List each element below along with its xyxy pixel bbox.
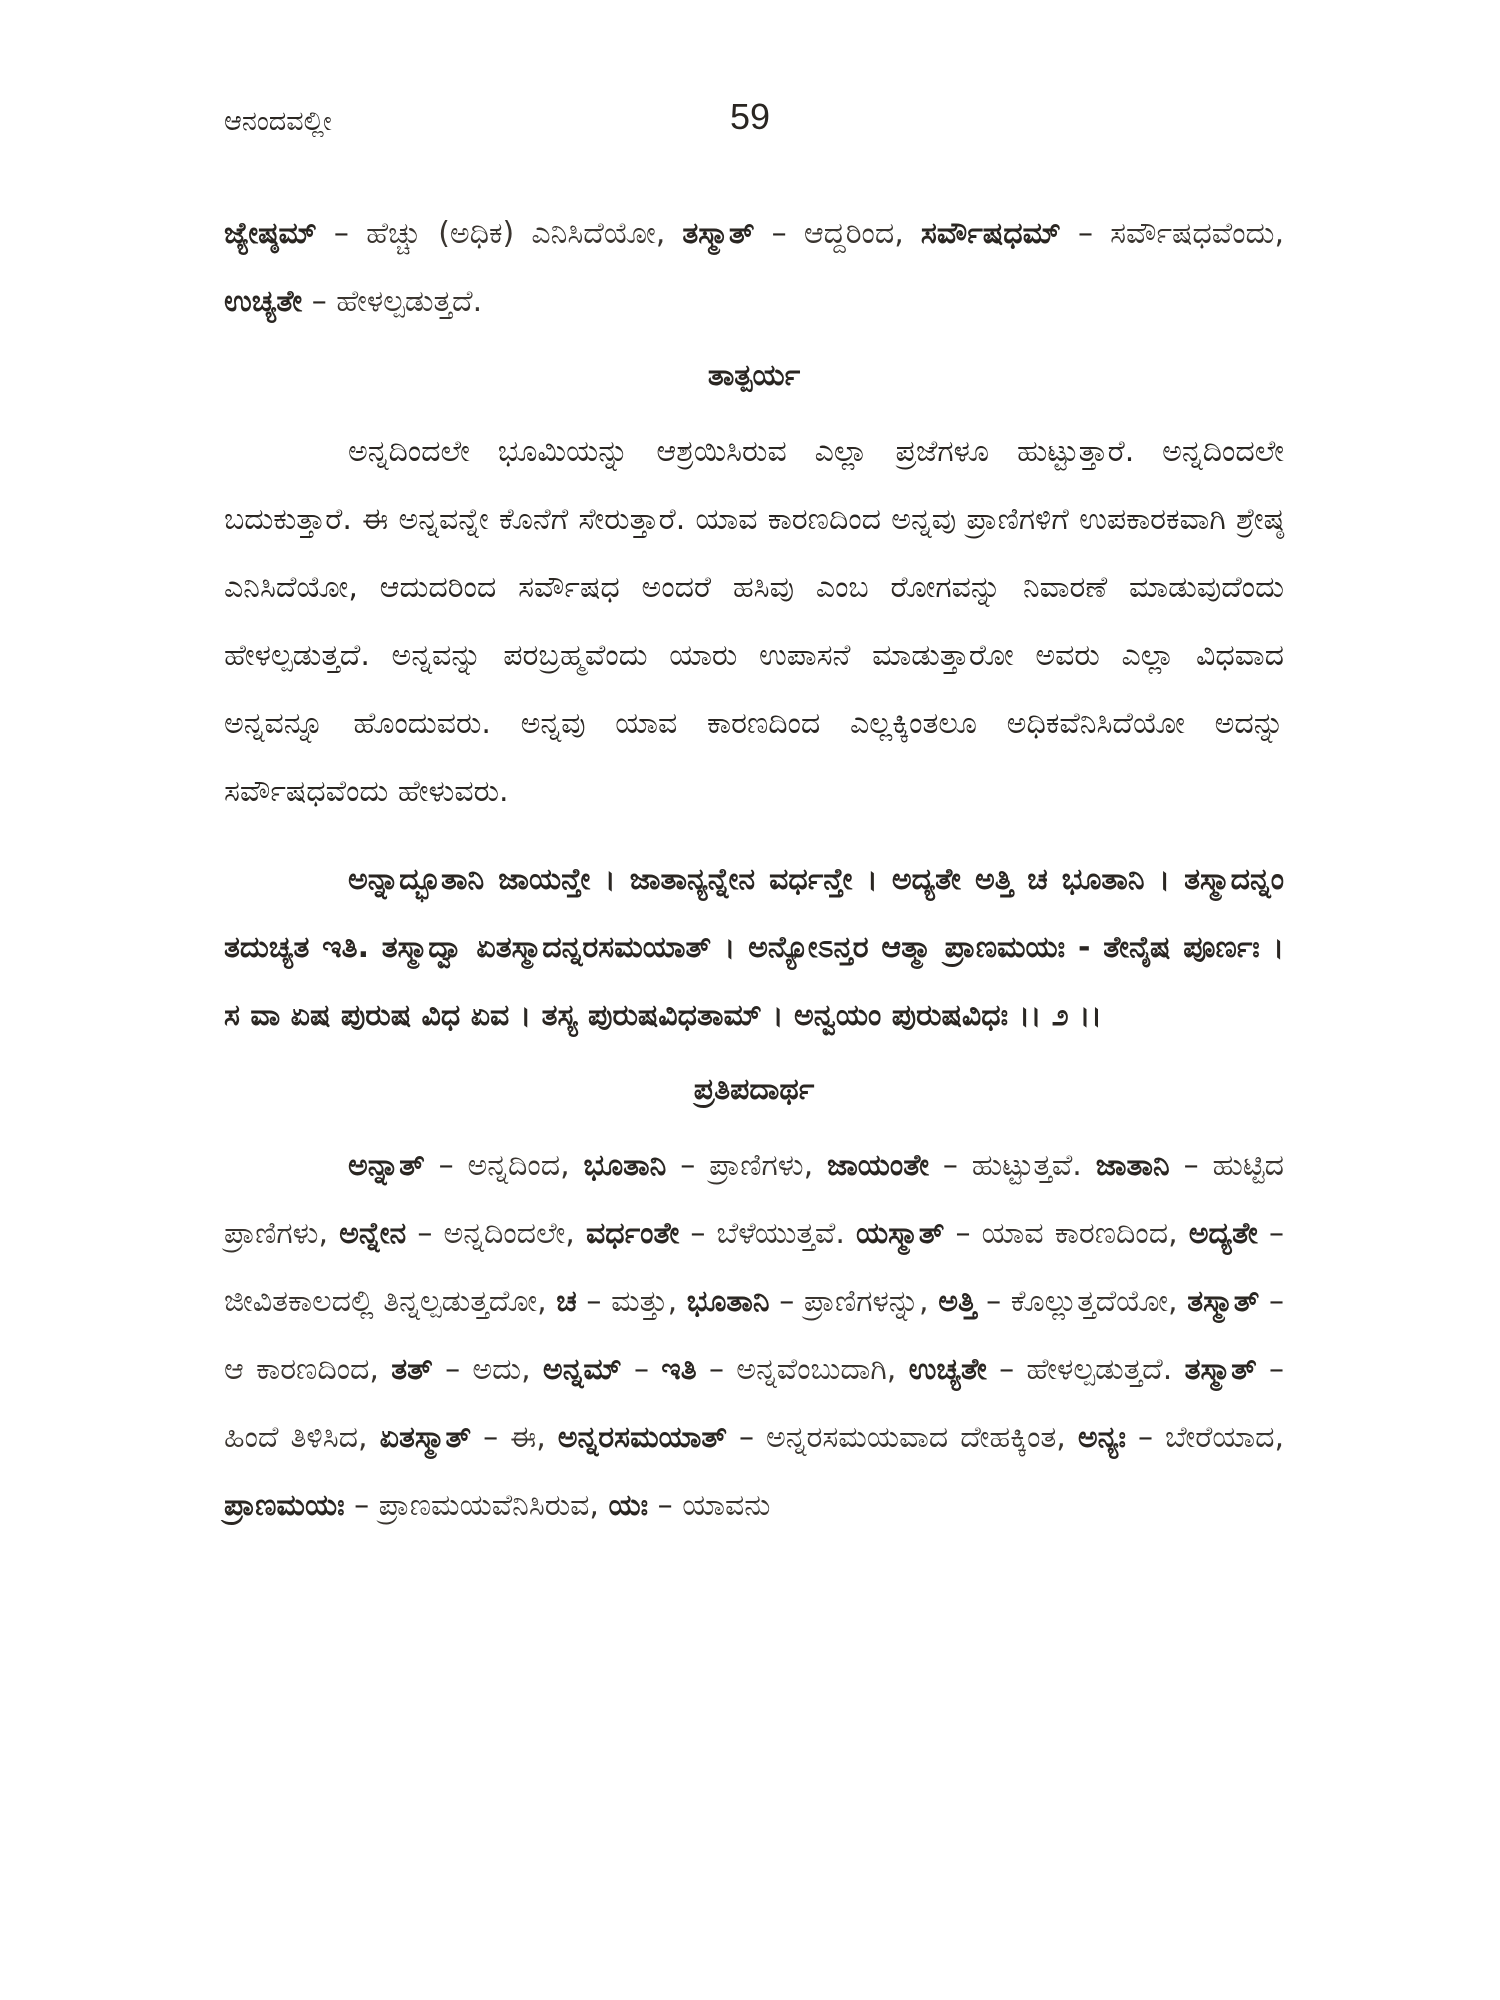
gloss-meaning: ಪ್ರಾಣಿಗಳನ್ನು, [803, 1284, 929, 1319]
gloss-meaning: ಯಾವನು [682, 1488, 771, 1523]
gloss-meaning: ಆದ್ದರಿಂದ, [803, 216, 904, 251]
gloss-term: ಯಃ [608, 1488, 649, 1523]
gloss-term: ಚ [556, 1284, 577, 1319]
gloss-term: ಭೂತಾನಿ [686, 1284, 770, 1319]
gloss-meaning: ಅನ್ನದಿಂದಲೇ, [443, 1216, 575, 1251]
gloss-term: ಅನ್ನಮ್ [542, 1352, 622, 1387]
gloss-term: ತತ್ [391, 1352, 433, 1387]
gloss-term: ಉಚ್ಯತೇ [224, 284, 303, 319]
gloss-meaning: ಯಾವ ಕಾರಣದಿಂದ, [981, 1216, 1178, 1251]
gloss-meaning: ಬೇರೆಯಾದ, [1164, 1420, 1285, 1455]
gloss-meaning: ಹಿಂದೆ ತಿಳಿಸಿದ, [224, 1420, 368, 1455]
gloss-meaning: ಹುಟ್ಟುತ್ತವೆ. [971, 1148, 1082, 1183]
gloss-term: ತಸ್ಮಾತ್ [682, 216, 755, 251]
gloss-meaning: ಅನ್ನದಿಂದ, [467, 1148, 570, 1183]
gloss-term: ವರ್ಧಂತೇ [586, 1216, 680, 1251]
intro-paragraph: ಜ್ಯೇಷ್ಠಮ್ – ಹೆಚ್ಚು (ಅಧಿಕ) ಎನಿಸಿದೆಯೋ, ತಸ್ಮಾತ್ – ಆದ್ದರಿಂದ, ಸರ್ವೌಷಧಮ್ – ಸರ್ವೌಷಧವೆಂದು, ಉಚ್ಯತೇ – ಹೇಳಲ್ಪಡುತ್ತದೆ. [224, 216, 1285, 319]
gloss-term: ಯಸ್ಮಾತ್ [856, 1216, 945, 1251]
tatparya-heading: ತಾತ್ಪರ್ಯ [707, 358, 801, 393]
gloss-term: ಅನ್ಯಃ [1077, 1420, 1126, 1455]
pratipadartha-paragraph: ಅನ್ನಾತ್ – ಅನ್ನದಿಂದ, ಭೂತಾನಿ – ಪ್ರಾಣಿಗಳು, ಜಾಯಂತೇ – ಹುಟ್ಟುತ್ತವೆ. ಜಾತಾನಿ – ಹುಟ್ಟಿದ ಪ್ರಾಣಿಗಳು, ಅನ್ನೇನ – ಅನ್ನದಿಂದಲೇ, ವರ್ಧಂತೇ – ಬೆಳೆಯುತ್ತವೆ. ಯಸ್ಮಾತ್ – ಯಾವ ಕಾರಣದಿಂದ, ಅದ್ಯತೇ – ಜೀವಿತಕಾಲದಲ್ಲಿ ತಿನ್ನಲ್ಪಡುತ್ತದೋ, ಚ – ಮತ್ತು, ಭೂತಾನಿ – ಪ್ರಾಣಿಗಳನ್ನು, ಅತ್ತಿ – ಕೊಲ್ಲುತ್ತದೆಯೋ, ತಸ್ಮಾತ್ – ಆ ಕಾರಣದಿಂದ, ತತ್ – ಅದು, ಅನ್ನಮ್ – ಇತಿ – ಅನ್ನವೆಂಬುದಾಗಿ, ಉಚ್ಯತೇ – ಹೇಳಲ್ಪಡುತ್ತದೆ. ತಸ್ಮಾತ್ – ಹಿಂದೆ ತಿಳಿಸಿದ, ಏತಸ್ಮಾತ್ – ಈ, ಅನ್ನರಸಮಯಾತ್ – ಅನ್ನರಸಮಯವಾದ ದೇಹಕ್ಕಿಂತ, ಅನ್ಯಃ – ಬೇರೆಯಾದ, ಪ್ರಾಣಮಯಃ – ಪ್ರಾಣಮಯವೆನಿಸಿರುವ, ಯಃ – ಯಾವನು [224, 1148, 1285, 1523]
gloss-meaning: ಮತ್ತು, [611, 1284, 678, 1319]
gloss-term: ಅತ್ತಿ [938, 1284, 977, 1319]
gloss-meaning: ಪ್ರಾಣಮಯವೆನಿಸಿರುವ, [378, 1488, 599, 1523]
gloss-term: ಏತಸ್ಮಾತ್ [379, 1420, 472, 1455]
section-gap [224, 826, 1284, 846]
gloss-term: ತಸ್ಮಾತ್ [1184, 1352, 1257, 1387]
gloss-term: ಪ್ರಾಣಮಯಃ [224, 1488, 345, 1523]
gloss-term: ಜಾಯಂತೇ [827, 1148, 929, 1183]
gloss-meaning: ಈ, [510, 1420, 546, 1455]
gloss-meaning: ಹುಟ್ಟಿದ ಪ್ರಾಣಿಗಳು, [224, 1148, 1284, 1251]
gloss-term: ಉಚ್ಯತೇ [908, 1352, 987, 1387]
running-head: ಆನಂದವಲ್ಲೀ [224, 106, 332, 137]
tatparya-paragraph: ಅನ್ನದಿಂದಲೇ ಭೂಮಿಯನ್ನು ಆಶ್ರಯಿಸಿರುವ ಎಲ್ಲಾ ಪ್ರಜೆಗಳೂ ಹುಟ್ಟುತ್ತಾರೆ. ಅನ್ನದಿಂದಲೇ ಬದುಕುತ್ತಾರೆ. ಈ ಅನ್ನವನ್ನೇ ಕೊನೆಗೆ ಸೇರುತ್ತಾರೆ. ಯಾವ ಕಾರಣದಿಂದ ಅನ್ನವು ಪ್ರಾಣಿಗಳಿಗೆ ಉಪಕಾರಕವಾಗಿ ಶ್ರೇಷ್ಠ ಎನಿಸಿದೆಯೋ, ಆದುದರಿಂದ ಸರ್ವೌಷಧ ಅಂದರೆ ಹಸಿವು ಎಂಬ ರೋಗವನ್ನು ನಿವಾರಣೆ ಮಾಡುವುದೆಂದು ಹೇಳಲ್ಪಡುತ್ತದೆ. ಅನ್ನವನ್ನು ಪರಬ್ರಹ್ಮವೆಂದು ಯಾರು ಉಪಾಸನೆ ಮಾಡುತ್ತಾರೋ ಅವರು ಎಲ್ಲಾ ವಿಧವಾದ ಅನ್ನವನ್ನೂ ಹೊಂದುವರು. ಅನ್ನವು ಯಾವ ಕಾರಣದಿಂದ ಎಲ್ಲಕ್ಕಿಂತಲೂ ಅಧಿಕವೆನಿಸಿದೆಯೋ ಅದನ್ನು ಸರ್ವೌಷಧವೆಂದು ಹೇಳುವರು. [224, 434, 1284, 809]
gloss-meaning: ಹೆಚ್ಚು (ಅಧಿಕ) ಎನಿಸಿದೆಯೋ, [366, 216, 666, 251]
gloss-term: ಸರ್ವೌಷಧಮ್ [920, 216, 1061, 251]
gloss-meaning: ಅನ್ನವೆಂಬುದಾಗಿ, [736, 1352, 897, 1387]
gloss-term: ಅನ್ನೇನ [339, 1216, 407, 1251]
gloss-meaning: ಹೇಳಲ್ಪಡುತ್ತದೆ. [1026, 1352, 1173, 1387]
gloss-term: ಜ್ಯೇಷ್ಠಮ್ [224, 216, 317, 251]
gloss-term: ಅನ್ನರಸಮಯಾತ್ [557, 1420, 727, 1455]
gloss-meaning: ಅದು, [472, 1352, 531, 1387]
gloss-meaning: ಜೀವಿತಕಾಲದಲ್ಲಿ ತಿನ್ನಲ್ಪಡುತ್ತದೋ, [224, 1284, 547, 1319]
gloss-meaning: ಆ ಕಾರಣದಿಂದ, [224, 1352, 379, 1387]
gloss-term: ತಸ್ಮಾತ್ [1187, 1284, 1260, 1319]
gloss-term: ಇತಿ [661, 1352, 697, 1387]
gloss-meaning: ಬೆಳೆಯುತ್ತವೆ. [716, 1216, 845, 1251]
mantra-verse: ಅನ್ನಾದ್ಭೂತಾನಿ ಜಾಯನ್ತೇ । ಜಾತಾನ್ಯನ್ನೇನ ವರ್ಧನ್ತೇ । ಅದ್ಯತೇ ಅತ್ತಿ ಚ ಭೂತಾನಿ । ತಸ್ಮಾದನ್ನಂ ತದುಚ್ಯತ ಇತಿ. ತಸ್ಮಾದ್ವಾ ಏತಸ್ಮಾದನ್ನರಸಮಯಾತ್ । ಅನ್ಯೋಽನ್ತರ ಆತ್ಮಾ ಪ್ರಾಣಮಯಃ - ತೇನೈಷ ಪೂರ್ಣಃ । ಸ ವಾ ಏಷ ಪುರುಷ ವಿಧ ಏವ । ತಸ್ಯ ಪುರುಷವಿಧತಾಮ್ । ಅನ್ವಯಂ ಪುರುಷವಿಧಃ ।। ೨ ।। [224, 862, 1284, 1033]
gloss-term: ಅದ್ಯತೇ [1188, 1216, 1258, 1251]
page-body [224, 200, 1284, 1540]
gloss-term: ಅನ್ನಾತ್ [348, 1148, 425, 1183]
gloss-meaning: ಸರ್ವೌಷಧವೆಂದು, [1110, 216, 1285, 251]
gloss-term: ಜಾತಾನಿ [1095, 1148, 1170, 1183]
gloss-meaning: ಅನ್ನರಸಮಯವಾದ ದೇಹಕ್ಕಿಂತ, [765, 1420, 1066, 1455]
gloss-meaning: ಹೇಳಲ್ಪಡುತ್ತದೆ. [336, 284, 483, 319]
gloss-term: ಭೂತಾನಿ [583, 1148, 667, 1183]
page-number: 59 [729, 96, 771, 137]
page-header [224, 96, 1276, 156]
gloss-meaning: ಪ್ರಾಣಿಗಳು, [709, 1148, 814, 1183]
gloss-meaning: ಕೊಲ್ಲುತ್ತದೆಯೋ, [1010, 1284, 1178, 1319]
pratipadartha-heading: ಪ್ರತಿಪದಾರ್ಥ [693, 1072, 815, 1107]
